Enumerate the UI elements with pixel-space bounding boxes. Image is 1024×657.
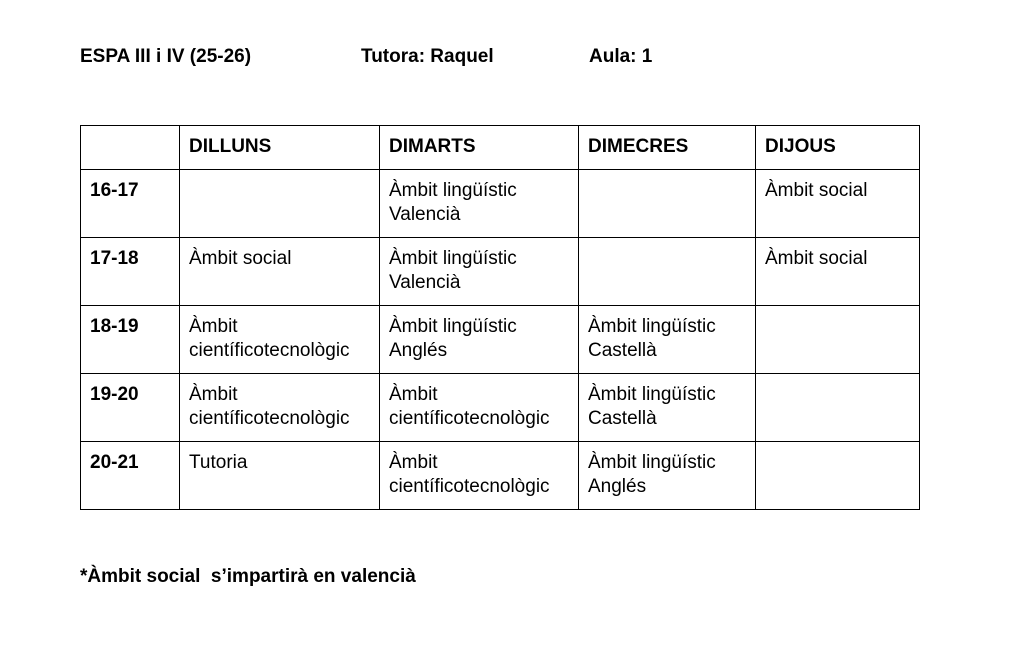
class-cell bbox=[579, 374, 756, 442]
class-cell bbox=[756, 170, 920, 238]
class-cell bbox=[380, 170, 579, 238]
class-cell-text: Tutoria bbox=[189, 452, 248, 473]
class-cell-text: Àmbit bbox=[389, 384, 438, 405]
class-cell bbox=[579, 238, 756, 306]
table-header-row bbox=[81, 126, 920, 170]
class-cell-text: Àmbit bbox=[389, 452, 438, 473]
class-cell-text: Anglés bbox=[588, 476, 647, 497]
class-cell-text: Àmbit lingüístic bbox=[389, 248, 517, 269]
schedule-table bbox=[80, 125, 920, 510]
day-header-dimecres: DIMECRES bbox=[579, 126, 756, 170]
class-cell bbox=[579, 442, 756, 510]
class-cell-text: Àmbit social bbox=[765, 180, 868, 201]
class-cell bbox=[380, 238, 579, 306]
class-cell-text: Àmbit social bbox=[765, 248, 868, 269]
class-cell bbox=[756, 442, 920, 510]
class-cell bbox=[380, 442, 579, 510]
class-cell bbox=[180, 170, 380, 238]
day-header-dijous: DIJOUS bbox=[756, 126, 920, 170]
class-cell-text: Castellà bbox=[588, 340, 657, 361]
time-slot-cell: 17-18 bbox=[81, 238, 180, 306]
class-cell-text: Valencià bbox=[389, 204, 461, 225]
class-cell-text: Àmbit lingüístic bbox=[588, 452, 716, 473]
class-cell-text: científicotecnològic bbox=[389, 408, 550, 429]
table-row bbox=[81, 238, 920, 306]
class-cell-text: Àmbit lingüístic bbox=[588, 316, 716, 337]
class-cell bbox=[180, 374, 380, 442]
class-cell-text: Àmbit lingüístic bbox=[389, 180, 517, 201]
time-slot-cell: 19-20 bbox=[81, 374, 180, 442]
class-cell bbox=[180, 238, 380, 306]
time-slot-cell: 16-17 bbox=[81, 170, 180, 238]
class-cell bbox=[380, 374, 579, 442]
classroom-label: Aula: 1 bbox=[589, 46, 653, 67]
table-row bbox=[81, 306, 920, 374]
class-cell-text: científicotecnològic bbox=[189, 340, 350, 361]
class-cell-text: Anglés bbox=[389, 340, 448, 361]
class-cell-text: Àmbit social bbox=[189, 248, 292, 269]
class-cell bbox=[180, 306, 380, 374]
class-cell bbox=[756, 306, 920, 374]
table-row bbox=[81, 170, 920, 238]
class-cell-text: Castellà bbox=[588, 408, 657, 429]
time-slot-cell: 18-19 bbox=[81, 306, 180, 374]
class-cell-text: científicotecnològic bbox=[189, 408, 350, 429]
day-header-dilluns: DILLUNS bbox=[180, 126, 380, 170]
tutor-label: Tutora: Raquel bbox=[361, 46, 494, 67]
class-cell-text: Àmbit bbox=[189, 316, 238, 337]
corner-cell bbox=[81, 126, 180, 170]
class-cell bbox=[756, 238, 920, 306]
class-cell-text: Valencià bbox=[389, 272, 461, 293]
class-cell-text: Àmbit lingüístic bbox=[588, 384, 716, 405]
time-slot-cell: 20-21 bbox=[81, 442, 180, 510]
class-cell bbox=[180, 442, 380, 510]
table-row bbox=[81, 374, 920, 442]
class-cell bbox=[579, 170, 756, 238]
class-cell-text: Àmbit lingüístic bbox=[389, 316, 517, 337]
course-title: ESPA III i IV (25-26) bbox=[80, 46, 252, 67]
footnote: *Àmbit social s’impartirà en valencià bbox=[80, 566, 416, 587]
table-row bbox=[81, 442, 920, 510]
class-cell bbox=[579, 306, 756, 374]
class-cell-text: científicotecnològic bbox=[389, 476, 550, 497]
class-cell bbox=[756, 374, 920, 442]
class-cell bbox=[380, 306, 579, 374]
class-cell-text: Àmbit bbox=[189, 384, 238, 405]
day-header-dimarts: DIMARTS bbox=[380, 126, 579, 170]
